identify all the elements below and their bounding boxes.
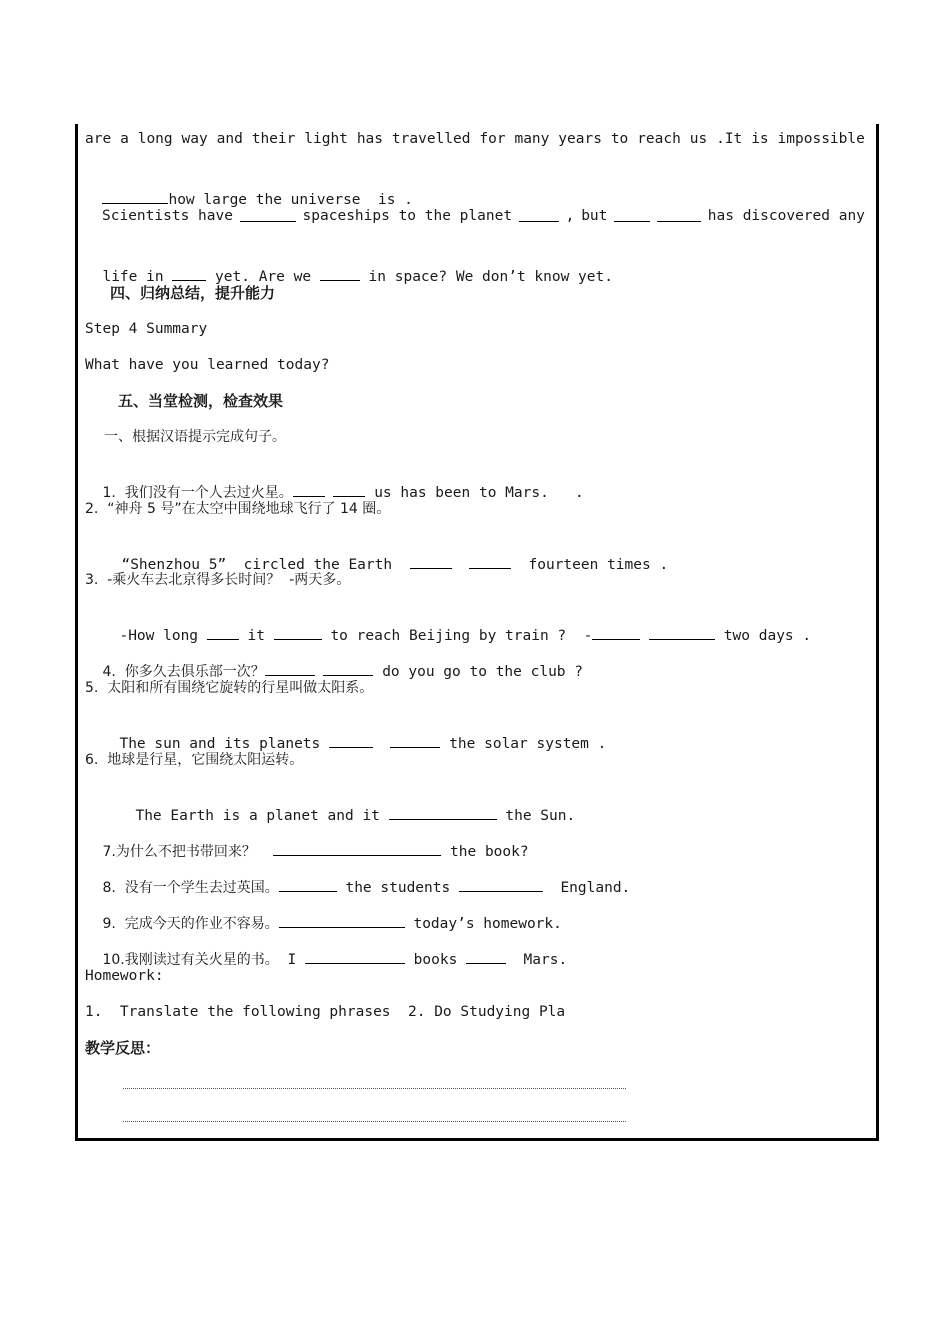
question-2-english (104, 536, 668, 574)
question-prompt: 9. 完成今天的作业不容易。 (102, 916, 279, 932)
answer-blank[interactable] (329, 733, 373, 748)
passage-word: light (304, 131, 348, 147)
answer-blank[interactable] (265, 661, 315, 676)
answer-blank[interactable] (614, 207, 650, 222)
answer-blank[interactable] (320, 266, 360, 281)
answer-blank[interactable] (207, 625, 239, 640)
answer-blank[interactable] (592, 625, 640, 640)
passage-text: but (581, 208, 608, 224)
question-prompt: 10.我刚读过有关火星的书。 (102, 952, 279, 968)
answer-blank[interactable] (305, 949, 405, 964)
answer-blank[interactable] (333, 482, 365, 497)
exercise-instruction: 一、根据汉语提示完成句子。 (104, 429, 286, 445)
passage-word: .It (716, 131, 743, 147)
passage-word: their (251, 131, 296, 147)
passage-line-2 (85, 171, 413, 209)
answer-blank[interactable] (519, 207, 559, 222)
homework-items: 1. Translate the following phrases 2. Do Studying Pla (85, 1004, 566, 1020)
answer-blank[interactable] (389, 805, 497, 820)
answer-blank[interactable] (102, 189, 168, 204)
passage-word: travelled (391, 131, 471, 147)
passage-word: impossible (777, 131, 865, 147)
answer-blank[interactable] (459, 877, 543, 892)
question-text: the Sun. (505, 808, 576, 824)
question-3: 3. -乘火车去北京得多长时间？ -两天多。 (85, 572, 351, 588)
question-prompt: 7.为什么不把书带回来？ (102, 844, 256, 860)
question-text: to reach Beijing by train ? - (330, 628, 593, 644)
answer-blank[interactable] (279, 913, 405, 928)
question-text: England. (560, 880, 631, 896)
answer-blank[interactable] (469, 554, 511, 569)
passage-text: how large the universe is . (168, 192, 413, 208)
passage-text: has discovered any (707, 208, 865, 224)
answer-blank[interactable] (323, 661, 373, 676)
question-text: -How long (119, 628, 199, 644)
passage-word: many (514, 131, 550, 147)
passage-line-3 (85, 207, 865, 225)
passage-word: long (137, 131, 173, 147)
passage-word: to (610, 131, 629, 147)
question-5-english (102, 715, 606, 753)
passage-text: life in (102, 269, 164, 285)
question-8 (85, 859, 630, 897)
step-4-summary: Step 4 Summary (85, 321, 208, 337)
passage-line-4 (85, 248, 613, 286)
reflection-label: 教学反思： (85, 1039, 161, 1057)
question-text: The Earth is a planet and it (135, 808, 380, 824)
question-text: The sun and its planets (119, 736, 321, 752)
passage-word: is (751, 131, 769, 147)
answer-blank[interactable] (273, 841, 441, 856)
passage-word: are (85, 131, 112, 147)
question-text: us has been to Mars. . (374, 485, 584, 501)
passage-word: reach (637, 131, 681, 147)
question-text: “Shenzhou 5” circled the Earth (121, 557, 393, 573)
question-prompt: 4. 你多久去俱乐部一次？ (102, 664, 265, 680)
section-4-heading: 四、归纳总结，提升能力 (110, 284, 276, 302)
question-prompt: 1. 我们没有一个人去过火星。 (102, 485, 293, 501)
question-text: I (287, 952, 297, 968)
passage-word: has (356, 131, 384, 147)
answer-blank[interactable] (274, 625, 322, 640)
question-9 (85, 895, 562, 933)
passage-word: for (479, 131, 506, 147)
question-text: Mars. (523, 952, 568, 968)
passage-word: a (120, 131, 129, 147)
answer-blank[interactable] (172, 266, 206, 281)
answer-blank[interactable] (466, 949, 506, 964)
passage-word: and (216, 131, 243, 147)
question-6: 6. 地球是行星，它围绕太阳运转。 (85, 752, 304, 768)
passage-text: , (565, 208, 575, 224)
passage-text: spaceships to the planet (302, 208, 513, 224)
question-3-english (102, 607, 811, 645)
answer-blank[interactable] (279, 877, 337, 892)
question-5: 5. 太阳和所有围绕它旋转的行星叫做太阳系。 (85, 680, 374, 696)
question-4 (85, 643, 583, 681)
question-text: it (247, 628, 265, 644)
answer-blank[interactable] (649, 625, 715, 640)
question-10 (85, 931, 567, 969)
answer-blank[interactable] (240, 207, 296, 222)
summary-question: What have you learned today? (85, 357, 330, 373)
passage-line-1 (85, 130, 865, 148)
answer-blank[interactable] (293, 482, 325, 497)
passage-text: in space? We don’t know yet. (368, 269, 613, 285)
passage-text: yet. Are we (215, 269, 312, 285)
question-2: 2. “神舟 5 号”在太空中围绕地球飞行了 14 圈。 (85, 501, 391, 517)
question-text: the solar system . (449, 736, 607, 752)
reflection-line-2[interactable] (123, 1121, 626, 1122)
question-text: books (413, 952, 458, 968)
question-1 (85, 464, 584, 502)
homework-label: Homework: (85, 968, 164, 984)
answer-blank[interactable] (390, 733, 440, 748)
answer-blank[interactable] (410, 554, 452, 569)
question-text: today’s homework. (413, 916, 562, 932)
section-5-heading: 五、当堂检测，检查效果 (118, 392, 284, 410)
passage-word: way (181, 131, 208, 147)
answer-blank[interactable] (657, 207, 701, 222)
question-text: do you go to the club ? (382, 664, 583, 680)
passage-text: Scientists have (102, 208, 233, 224)
question-text: fourteen times . (528, 557, 669, 573)
question-text: two days . (723, 628, 812, 644)
passage-word: years (558, 131, 602, 147)
question-text: the book? (450, 844, 529, 860)
question-7 (85, 823, 529, 861)
reflection-line-1[interactable] (123, 1088, 626, 1089)
question-text: the students (345, 880, 451, 896)
question-prompt: 8. 没有一个学生去过英国。 (102, 880, 279, 896)
question-6-english (118, 787, 575, 825)
passage-word: us (689, 131, 708, 147)
